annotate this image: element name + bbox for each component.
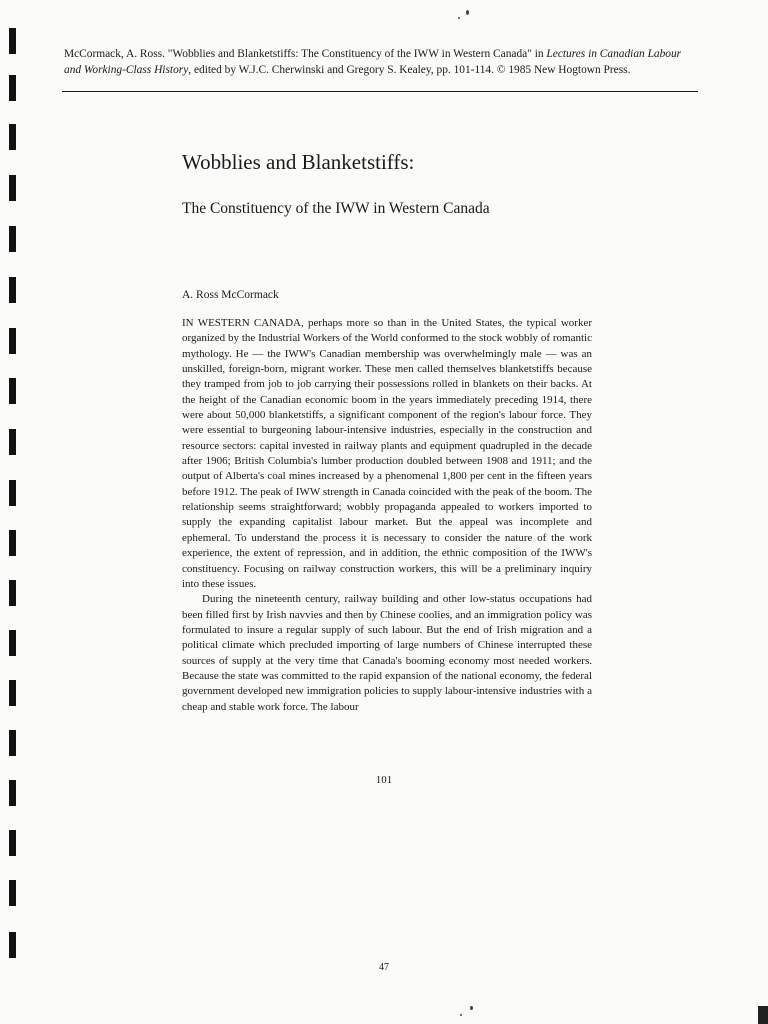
binding-mark bbox=[9, 530, 16, 556]
binding-mark bbox=[9, 277, 16, 303]
header-rule bbox=[62, 91, 698, 92]
scan-speck bbox=[458, 17, 460, 19]
binding-mark bbox=[9, 124, 16, 150]
article-subtitle: The Constituency of the IWW in Western Canada bbox=[182, 200, 490, 217]
binding-mark bbox=[9, 328, 16, 354]
scan-page-number: 47 bbox=[379, 962, 389, 973]
binding-mark bbox=[9, 480, 16, 506]
citation-prefix: McCormack, A. Ross. "Wobblies and Blanketstiffs: The Constituency of the IWW in Western Canada" in bbox=[64, 48, 547, 60]
body-paragraph: During the nineteenth century, railway building and other low-status occupations had been filled first by Irish navvies and then by Chinese coolies, and an immigration policy was formulated to insure a regular supply of such labour. But the end of Irish migration and a political climate which precluded importing of large numbers of Chinese interrupted these sources of supply at the very time that Canada's booming economy most needed workers. Because the state was committed to the rapid expansion of the national economy, the federal government developed new immigration policies to supply labour-intensive industries with a cheap and stable work force. The labour bbox=[182, 593, 592, 713]
article-body bbox=[182, 316, 592, 715]
body-paragraph: IN WESTERN CANADA, perhaps more so than in the United States, the typical worker organized by the Industrial Workers of the World conformed to the stock wobbly of romantic mythology. He — the IWW's Canadian membership was overwhelmingly male — was an unskilled, foreign-born, migrant worker. These men called themselves blanketstiffs because they tramped from job to job carrying their possessions rolled in blankets on their backs. At the height of the Canadian economic boom in the years immediately preceding 1914, there were about 50,000 blanketstiffs, a significant component of the region's labour force. They were essential to burgeoning labour-intensive industries, especially in the construction and resource sectors: capital invested in railway plants and equipment quadrupled in the decade after 1906; British Columbia's lumber production doubled between 1908 and 1911; and the output of Alberta's coal mines increased by a phenomenal 1,800 per cent in the fifteen years before 1912. The peak of IWW strength in Canada coincided with the peak of the boom. The relationship seems straightforward; wobbly propaganda appealed to workers imported to supply the expanding capitalist labour market. But the appeal was incomplete and ephemeral. To understand the process it is necessary to consider the nature of the work experience, the extent of repression, and in addition, the ethnic composition of the IWW's constituency. Focusing on railway construction workers, this will be a preliminary inquiry into these issues. bbox=[182, 317, 592, 590]
binding-mark bbox=[9, 580, 16, 606]
binding-mark bbox=[9, 429, 16, 455]
binding-mark bbox=[9, 830, 16, 856]
article-author: A. Ross McCormack bbox=[182, 289, 279, 301]
binding-mark bbox=[9, 175, 16, 201]
binding-mark bbox=[9, 226, 16, 252]
binding-mark bbox=[9, 75, 16, 101]
article-title: Wobblies and Blanketstiffs: bbox=[182, 150, 415, 174]
binding-mark bbox=[9, 730, 16, 756]
corner-scan-mark bbox=[758, 1006, 768, 1024]
scan-speck bbox=[466, 10, 469, 15]
citation-book-title: Lectures in Canadian Labour and Working-Class History bbox=[64, 48, 682, 76]
header-citation bbox=[64, 47, 700, 78]
binding-mark bbox=[9, 630, 16, 656]
scan-speck bbox=[470, 1006, 473, 1010]
binding-mark bbox=[9, 680, 16, 706]
citation-suffix: , edited by W.J.C. Cherwinski and Gregory S. Kealey, pp. 101-114. © 1985 New Hogtown Press. bbox=[188, 63, 631, 76]
original-page-number: 101 bbox=[375, 774, 393, 786]
binding-mark bbox=[9, 378, 16, 404]
binding-mark bbox=[9, 932, 16, 958]
binding-mark bbox=[9, 28, 16, 54]
binding-marks bbox=[0, 0, 24, 1024]
scan-speck bbox=[460, 1014, 462, 1016]
binding-mark bbox=[9, 880, 16, 906]
